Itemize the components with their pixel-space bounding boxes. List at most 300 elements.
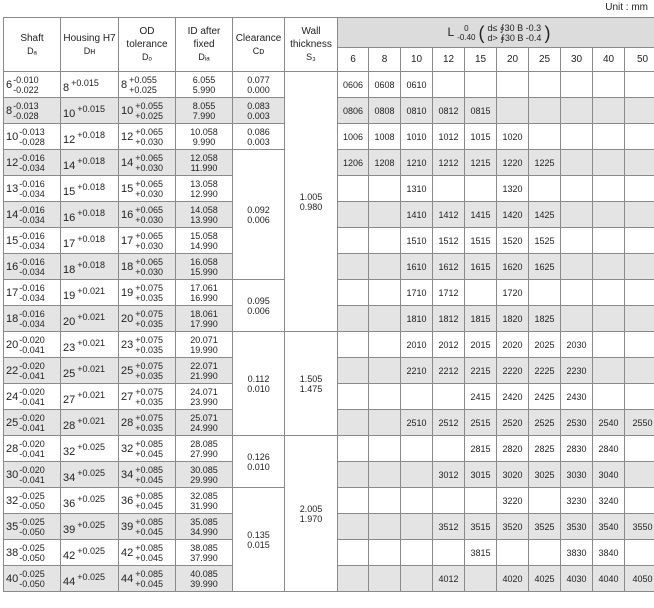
od-nominal: 15: [121, 182, 134, 195]
housing-value: [61, 232, 118, 250]
shaft-dev-upper: -0.025: [19, 568, 45, 579]
housing-header: [61, 18, 119, 72]
part-number-cell: 1612: [433, 254, 465, 280]
id-value: [176, 569, 232, 589]
housing-cell: [61, 410, 119, 436]
id-lower: 39.990: [190, 578, 218, 589]
id-cell: [176, 150, 233, 176]
shaft-value: [4, 439, 60, 459]
housing-tolerance: +0.025: [77, 493, 106, 504]
shaft-deviation: [19, 257, 45, 277]
part-number-cell: 2425: [529, 384, 561, 410]
part-number-cell: [497, 98, 529, 124]
length-size-header: 25: [529, 48, 561, 72]
id-upper: 15.058: [190, 230, 218, 241]
shaft-dev-lower: -0.041: [19, 370, 45, 381]
housing-nominal: 12: [63, 133, 76, 146]
od-value: [119, 387, 175, 407]
part-number-cell: 3015: [465, 462, 497, 488]
od-nominal: 27: [121, 390, 134, 403]
part-number-cell: 2520: [497, 410, 529, 436]
housing-nominal: 39: [63, 523, 76, 536]
part-number-cell: 1410: [401, 202, 433, 228]
od-nominal: 17: [121, 234, 134, 247]
housing-nominal: 18: [63, 263, 76, 276]
od-nominal: 16: [121, 208, 134, 221]
id-value: [176, 127, 232, 147]
part-number-cell: [561, 228, 593, 254]
part-number-cell: 1810: [401, 306, 433, 332]
shaft-dev-upper: -0.020: [19, 386, 45, 397]
clearance-min: 0.003: [247, 110, 270, 121]
housing-tolerance: +0.015: [71, 77, 99, 88]
shaft-deviation: [19, 335, 45, 355]
part-number-cell: 2512: [433, 410, 465, 436]
clearance-max: 0.126: [247, 451, 270, 462]
od-deviation: [135, 569, 163, 589]
wall-thickness-max: 2.005: [299, 503, 323, 514]
od-nominal: 12: [121, 130, 134, 143]
part-number-cell: [465, 72, 497, 98]
id-upper: 40.085: [190, 568, 218, 579]
housing-cell: [61, 280, 119, 306]
od-deviation: [135, 231, 163, 251]
shaft-nominal: 14: [6, 208, 19, 221]
housing-tolerance: +0.015: [77, 103, 106, 114]
housing-nominal: 19: [63, 289, 76, 302]
housing-cell: [61, 566, 119, 592]
od-value: [119, 361, 175, 381]
id-lower: 7.990: [192, 110, 216, 121]
od-dev-upper: +0.075: [135, 308, 164, 319]
shaft-deviation: [19, 569, 45, 589]
part-number-cell: [433, 384, 465, 410]
housing-value: [61, 154, 118, 172]
length-size-header: 30: [561, 48, 593, 72]
od-dev-lower: +0.045: [135, 526, 164, 537]
od-dev-upper: +0.055: [135, 100, 164, 111]
id-upper: 35.085: [190, 516, 218, 527]
shaft-dev-upper: -0.013: [19, 126, 45, 137]
od-value: [119, 257, 175, 277]
shaft-cell: [4, 384, 61, 410]
shaft-dev-upper: -0.020: [19, 360, 45, 371]
od-value: [119, 127, 175, 147]
id-value: [176, 257, 232, 277]
id-cell: [176, 488, 233, 514]
part-number-cell: 2230: [561, 358, 593, 384]
part-number-cell: [497, 540, 529, 566]
clearance-cell: [233, 150, 285, 280]
part-number-cell: 1610: [401, 254, 433, 280]
od-nominal: 42: [121, 546, 134, 559]
part-number-cell: 3520: [497, 514, 529, 540]
shaft-dev-upper: -0.020: [19, 334, 45, 345]
shaft-nominal: 16: [6, 260, 19, 273]
housing-tolerance: +0.025: [77, 441, 106, 452]
shaft-nominal: 24: [6, 390, 19, 403]
shaft-deviation: [19, 543, 45, 563]
id-cell: [176, 358, 233, 384]
shaft-dev-upper: -0.016: [19, 204, 45, 215]
shaft-dev-lower: -0.022: [13, 84, 39, 95]
housing-nominal: 32: [63, 445, 76, 458]
shaft-dev-lower: -0.041: [19, 474, 45, 485]
part-number-cell: 2515: [465, 410, 497, 436]
housing-value: [61, 492, 118, 510]
part-number-cell: [401, 462, 433, 488]
part-number-cell: [338, 566, 369, 592]
part-number-cell: 1425: [529, 202, 561, 228]
part-number-cell: [369, 332, 401, 358]
od-dev-upper: +0.075: [135, 334, 164, 345]
id-upper: 17.061: [190, 282, 218, 293]
shaft-dev-upper: -0.010: [13, 74, 39, 85]
part-number-cell: [369, 514, 401, 540]
part-number-cell: [529, 72, 561, 98]
clearance-min: 0.006: [247, 214, 270, 225]
part-number-cell: [338, 514, 369, 540]
part-number-cell: 1208: [369, 150, 401, 176]
od-deviation: [135, 361, 163, 381]
od-dev-upper: +0.075: [135, 282, 164, 293]
shaft-deviation: [19, 361, 45, 381]
shaft-cell: [4, 488, 61, 514]
shaft-deviation: [19, 439, 45, 459]
od-dev-upper: +0.085: [135, 516, 164, 527]
id-value: [176, 75, 232, 95]
id-value: [176, 517, 232, 537]
wall-thickness-min: 1.970: [299, 513, 323, 524]
shaft-dev-lower: -0.050: [19, 552, 45, 563]
clearance-cell: [233, 436, 285, 488]
id-upper: 12.058: [190, 152, 218, 163]
wall-thickness-min: 1.475: [299, 383, 323, 394]
od-value: [119, 543, 175, 563]
length-cond-1: d≤ ∮30 B -0.3: [487, 22, 542, 33]
part-number-cell: [338, 254, 369, 280]
housing-cell: [61, 540, 119, 566]
id-lower: 37.990: [190, 552, 218, 563]
housing-tolerance: +0.025: [77, 467, 106, 478]
clearance-value: [233, 205, 284, 225]
clearance-min: 0.010: [247, 461, 270, 472]
od-nominal: 39: [121, 520, 134, 533]
shaft-value: [4, 283, 60, 303]
shaft-nominal: 12: [6, 156, 19, 169]
housing-tolerance: +0.018: [77, 129, 106, 140]
shaft-dev-lower: -0.034: [19, 318, 45, 329]
id-cell: [176, 436, 233, 462]
part-number-cell: 1412: [433, 202, 465, 228]
clearance-header-title: Clearance: [235, 32, 282, 44]
shaft-cell: [4, 540, 61, 566]
part-number-cell: [561, 202, 593, 228]
housing-tolerance: +0.021: [77, 285, 106, 296]
part-number-cell: 2220: [497, 358, 529, 384]
od-dev-lower: +0.030: [135, 266, 164, 277]
id-value: [176, 179, 232, 199]
shaft-value: [4, 127, 60, 147]
part-number-cell: 1006: [338, 124, 369, 150]
shaft-dev-upper: -0.025: [19, 490, 45, 501]
shaft-nominal: 35: [6, 520, 19, 533]
od-nominal: 19: [121, 286, 134, 299]
part-number-cell: 2825: [529, 436, 561, 462]
part-number-cell: [561, 98, 593, 124]
shaft-deviation: [19, 205, 45, 225]
part-number-cell: 2525: [529, 410, 561, 436]
housing-tolerance: +0.018: [77, 155, 106, 166]
shaft-cell: [4, 306, 61, 332]
length-size-header: 50: [625, 48, 654, 72]
part-number-cell: [433, 540, 465, 566]
housing-cell: [61, 514, 119, 540]
housing-nominal: 16: [63, 211, 76, 224]
od-deviation: [135, 283, 163, 303]
part-number-cell: 1420: [497, 202, 529, 228]
id-value: [176, 413, 232, 433]
od-dev-lower: +0.045: [135, 448, 164, 459]
shaft-nominal: 17: [6, 286, 19, 299]
part-number-cell: 3220: [497, 488, 529, 514]
shaft-deviation: [13, 101, 39, 121]
od-nominal: 44: [121, 572, 134, 585]
paren-open: (: [478, 22, 485, 43]
shaft-dev-upper: -0.016: [19, 178, 45, 189]
od-header-title1: OD: [139, 26, 155, 37]
length-symbol: L: [447, 25, 455, 39]
od-value: [119, 465, 175, 485]
shaft-dev-lower: -0.034: [19, 214, 45, 225]
length-caption: [448, 23, 551, 43]
housing-value: [61, 128, 118, 146]
part-number-cell: [338, 384, 369, 410]
od-value: [119, 205, 175, 225]
id-upper: 6.055: [192, 74, 216, 85]
id-value: [176, 387, 232, 407]
shaft-nominal: 8: [6, 104, 13, 117]
od-value: [119, 335, 175, 355]
part-number-cell: [625, 488, 654, 514]
od-dev-lower: +0.045: [135, 552, 164, 563]
clearance-header-symbol: Cᴅ: [252, 45, 265, 56]
part-number-cell: 1215: [465, 150, 497, 176]
part-number-cell: 1206: [338, 150, 369, 176]
id-upper: 22.071: [190, 360, 218, 371]
od-dev-lower: +0.035: [135, 422, 164, 433]
housing-tolerance: +0.018: [77, 181, 106, 192]
id-cell: [176, 254, 233, 280]
table-row: [4, 332, 654, 358]
od-value: [119, 101, 175, 121]
od-cell: [119, 410, 176, 436]
table-row: [4, 72, 654, 98]
clearance-value: [233, 127, 284, 147]
od-deviation: [135, 153, 163, 173]
id-upper: 24.071: [190, 386, 218, 397]
part-number-cell: [625, 436, 654, 462]
part-number-cell: [338, 306, 369, 332]
shaft-value: [4, 335, 60, 355]
clearance-max: 0.095: [247, 295, 270, 306]
length-size-header: 40: [593, 48, 625, 72]
od-dev-upper: +0.085: [135, 568, 164, 579]
part-number-cell: [338, 228, 369, 254]
housing-tolerance: +0.021: [77, 415, 106, 426]
shaft-value: [4, 101, 60, 121]
housing-value: [61, 414, 118, 432]
id-upper: 30.085: [190, 464, 218, 475]
od-dev-lower: +0.030: [135, 240, 164, 251]
od-value: [119, 491, 175, 511]
part-number-cell: [593, 202, 625, 228]
housing-cell: [61, 124, 119, 150]
part-number-cell: 1512: [433, 228, 465, 254]
housing-cell: [61, 254, 119, 280]
od-cell: [119, 176, 176, 202]
part-number-cell: 1015: [465, 124, 497, 150]
od-nominal: 14: [121, 156, 134, 169]
shaft-nominal: 20: [6, 338, 19, 351]
part-number-cell: [529, 280, 561, 306]
part-number-cell: [338, 488, 369, 514]
shaft-value: [4, 231, 60, 251]
clearance-value: [233, 452, 284, 472]
housing-nominal: 10: [63, 107, 76, 120]
shaft-cell: [4, 228, 61, 254]
od-value: [119, 75, 175, 95]
housing-cell: [61, 98, 119, 124]
part-number-cell: 0610: [401, 72, 433, 98]
id-upper: 25.071: [190, 412, 218, 423]
shaft-nominal: 38: [6, 546, 19, 559]
part-number-cell: [593, 228, 625, 254]
id-cell: [176, 280, 233, 306]
part-number-cell: [593, 150, 625, 176]
housing-value: [61, 388, 118, 406]
od-dev-upper: +0.085: [135, 542, 164, 553]
shaft-dev-lower: -0.050: [19, 578, 45, 589]
od-dev-upper: +0.065: [135, 256, 164, 267]
part-number-cell: [529, 540, 561, 566]
clearance-min: 0.015: [247, 539, 270, 550]
shaft-deviation: [19, 231, 45, 251]
od-cell: [119, 540, 176, 566]
part-number-cell: [338, 332, 369, 358]
shaft-value: [4, 153, 60, 173]
od-deviation: [135, 413, 163, 433]
od-dev-upper: +0.065: [135, 204, 164, 215]
shaft-nominal: 6: [6, 78, 13, 91]
shaft-value: [4, 309, 60, 329]
id-cell: [176, 540, 233, 566]
wall-thickness-max: 1.505: [299, 373, 323, 384]
part-number-cell: 0808: [369, 98, 401, 124]
part-number-cell: [625, 72, 654, 98]
id-upper: 8.055: [192, 100, 216, 111]
id-cell: [176, 410, 233, 436]
clearance-min: 0.003: [247, 136, 270, 147]
part-number-cell: [369, 254, 401, 280]
od-cell: [119, 566, 176, 592]
od-dev-upper: +0.065: [135, 152, 164, 163]
shaft-dev-lower: -0.034: [19, 188, 45, 199]
part-number-cell: [401, 566, 433, 592]
od-dev-upper: +0.065: [135, 230, 164, 241]
part-number-cell: 0815: [465, 98, 497, 124]
part-number-cell: [529, 124, 561, 150]
od-cell: [119, 280, 176, 306]
clearance-max: 0.092: [247, 204, 270, 215]
wall-thickness-max: 1.005: [299, 191, 323, 202]
length-tol-lower: -0.40: [457, 32, 476, 42]
shaft-dev-upper: -0.016: [19, 308, 45, 319]
shaft-cell: [4, 254, 61, 280]
part-number-cell: [369, 436, 401, 462]
part-number-cell: [593, 254, 625, 280]
clearance-cell: [233, 280, 285, 332]
od-header-symbol: Dₒ: [142, 52, 152, 62]
id-cell: [176, 566, 233, 592]
housing-cell: [61, 306, 119, 332]
id-lower: 27.990: [190, 448, 218, 459]
part-number-cell: [369, 566, 401, 592]
part-number-cell: 3025: [529, 462, 561, 488]
part-number-cell: 3550: [625, 514, 654, 540]
table-row: [4, 436, 654, 462]
shaft-header-title: Shaft: [20, 32, 44, 44]
od-deviation: [135, 335, 163, 355]
part-number-cell: [529, 488, 561, 514]
part-number-cell: 2215: [465, 358, 497, 384]
clearance-value: [233, 530, 284, 550]
od-deviation: [135, 387, 163, 407]
od-cell: [119, 254, 176, 280]
part-number-cell: [338, 410, 369, 436]
part-number-cell: 3020: [497, 462, 529, 488]
housing-value: [61, 284, 118, 302]
shaft-header: [4, 18, 61, 72]
shaft-dev-lower: -0.041: [19, 396, 45, 407]
part-number-cell: 1520: [497, 228, 529, 254]
id-cell: [176, 176, 233, 202]
od-dev-lower: +0.025: [135, 110, 164, 121]
od-cell: [119, 98, 176, 124]
id-cell: [176, 462, 233, 488]
part-number-cell: [561, 124, 593, 150]
od-deviation: [135, 101, 163, 121]
paren-close: ): [544, 22, 551, 43]
part-number-cell: [433, 488, 465, 514]
id-upper: 28.085: [190, 438, 218, 449]
od-cell: [119, 436, 176, 462]
shaft-cell: [4, 176, 61, 202]
length-size-header: 15: [465, 48, 497, 72]
housing-cell: [61, 358, 119, 384]
shaft-value: [4, 387, 60, 407]
id-header: [176, 18, 233, 72]
part-number-cell: 1720: [497, 280, 529, 306]
od-dev-upper: +0.055: [129, 74, 157, 85]
od-value: [119, 309, 175, 329]
part-number-cell: 1010: [401, 124, 433, 150]
part-number-cell: [369, 202, 401, 228]
part-number-cell: 1008: [369, 124, 401, 150]
part-number-cell: [625, 332, 654, 358]
od-deviation: [135, 543, 163, 563]
part-number-cell: 2210: [401, 358, 433, 384]
